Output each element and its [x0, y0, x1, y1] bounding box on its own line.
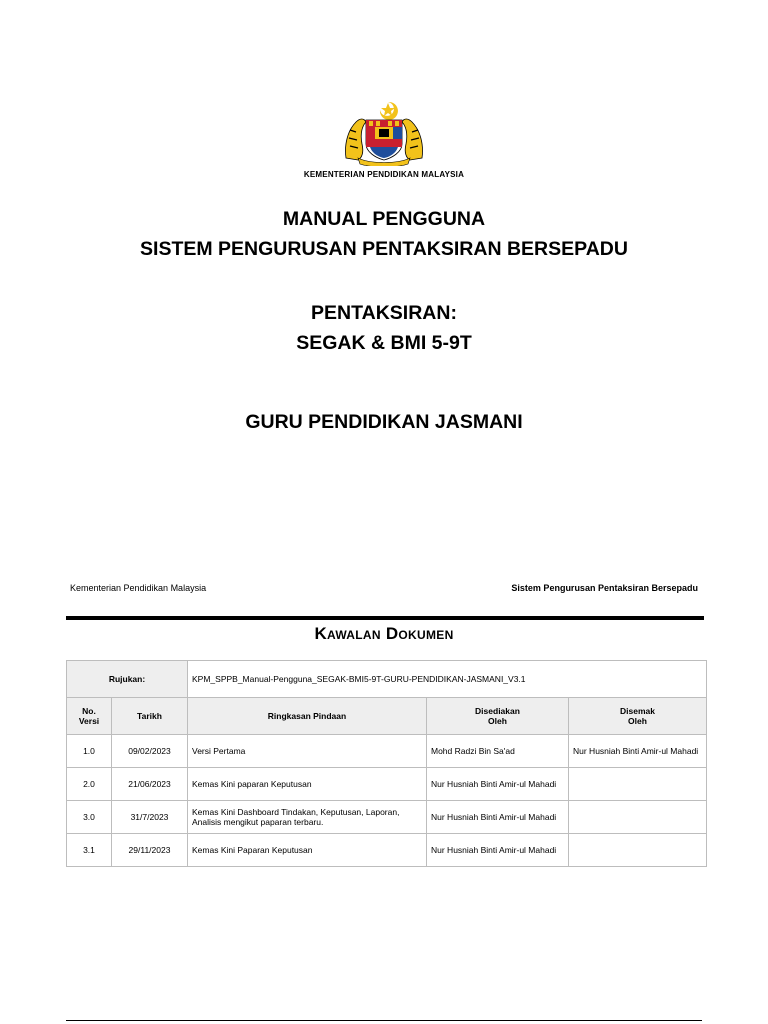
cell-prepared-by: Mohd Radzi Bin Sa'ad: [427, 735, 569, 768]
reference-label: Rujukan:: [67, 661, 188, 698]
cell-reviewed-by: Nur Husniah Binti Amir-ul Mahadi: [569, 735, 707, 768]
cell-prepared-by: Nur Husniah Binti Amir-ul Mahadi: [427, 768, 569, 801]
cell-summary: Kemas Kini Paparan Keputusan: [188, 834, 427, 867]
column-header-prepared-by: Disediakan Oleh: [427, 698, 569, 735]
assessment-title: [0, 298, 768, 358]
footer-ministry-name: Kementerian Pendidikan Malaysia: [70, 583, 207, 593]
cell-reviewed-by: [569, 801, 707, 834]
cell-version: 2.0: [67, 768, 112, 801]
section-divider: [66, 616, 704, 620]
cell-version: 3.0: [67, 801, 112, 834]
cell-reviewed-by: [569, 768, 707, 801]
cell-reviewed-by: [569, 834, 707, 867]
coat-of-arms-emblem: [340, 100, 428, 166]
table-row: [67, 834, 707, 867]
document-title: [0, 204, 768, 264]
cell-prepared-by: Nur Husniah Binti Amir-ul Mahadi: [427, 801, 569, 834]
cell-date: 21/06/2023: [112, 768, 188, 801]
column-header-version: No. Versi: [67, 698, 112, 735]
table-row: [67, 768, 707, 801]
document-control-table: [66, 660, 707, 867]
reference-value: KPM_SPPB_Manual-Pengguna_SEGAK-BMI5-9T-GURU-PENDIDIKAN-JASMANI_V3.1: [188, 661, 707, 698]
title-line-system: SISTEM PENGURUSAN PENTAKSIRAN BERSEPADU: [140, 238, 628, 260]
cell-date: 31/7/2023: [112, 801, 188, 834]
cell-date: 09/02/2023: [112, 735, 188, 768]
footer-system-name: Sistem Pengurusan Pentaksiran Bersepadu: [511, 583, 698, 593]
document-control-heading: Kawalan Dokumen: [314, 624, 454, 643]
cell-summary: Kemas Kini Dashboard Tindakan, Keputusan, Laporan, Analisis mengikut paparan terbaru.: [188, 801, 427, 834]
column-header-reviewed-by: Disemak Oleh: [569, 698, 707, 735]
title-line-assessment: PENTAKSIRAN:: [311, 302, 457, 324]
table-row: [67, 735, 707, 768]
title-line-audience: GURU PENDIDIKAN JASMANI: [245, 411, 523, 433]
column-header-summary: Ringkasan Pindaan: [188, 698, 427, 735]
title-line-manual: MANUAL PENGGUNA: [282, 208, 486, 230]
column-header-date: Tarikh: [112, 698, 188, 735]
cell-date: 29/11/2023: [112, 834, 188, 867]
cell-summary: Kemas Kini paparan Keputusan: [188, 768, 427, 801]
audience-title: [0, 407, 768, 437]
cell-prepared-by: Nur Husniah Binti Amir-ul Mahadi: [427, 834, 569, 867]
table-row: [67, 801, 707, 834]
cell-summary: Versi Pertama: [188, 735, 427, 768]
title-line-segak: SEGAK & BMI 5-9T: [296, 332, 472, 354]
table-header-row: [67, 698, 707, 735]
reference-row: [67, 661, 707, 698]
cell-version: 3.1: [67, 834, 112, 867]
page-bottom-rule: [66, 1020, 702, 1021]
cell-version: 1.0: [67, 735, 112, 768]
ministry-caption: KEMENTERIAN PENDIDIKAN MALAYSIA: [303, 170, 465, 179]
